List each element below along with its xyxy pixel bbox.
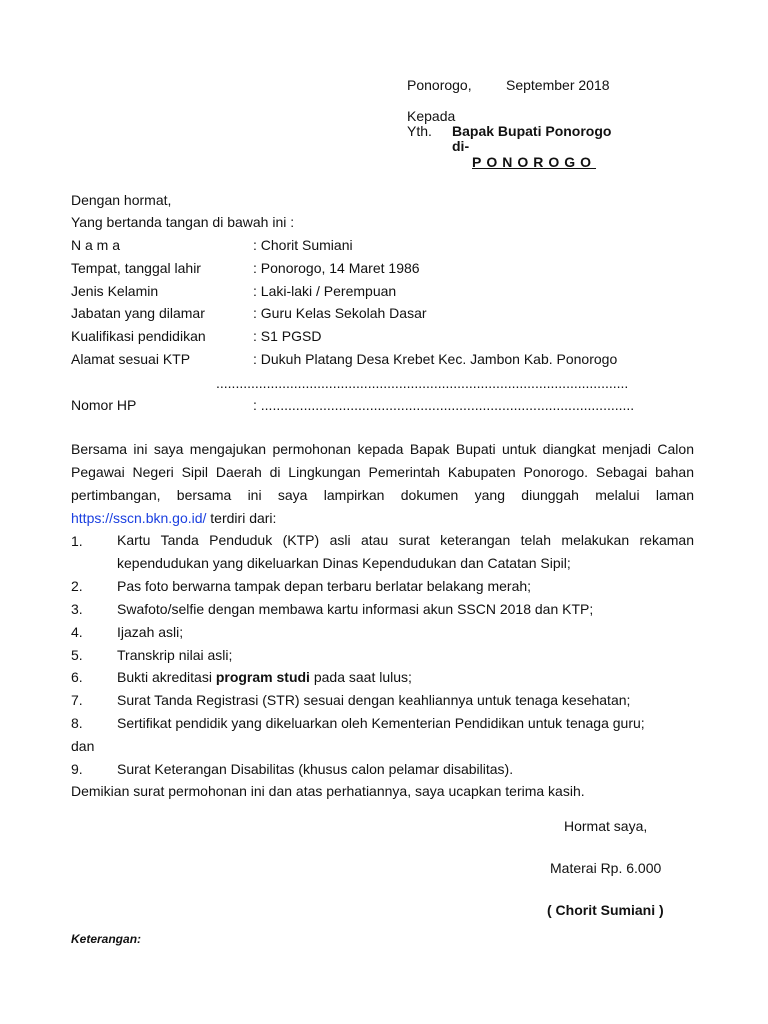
list-number: 2. [71,578,83,594]
list-text [117,668,694,686]
identity-label: Jabatan yang dilamar [71,305,205,321]
list-text: Surat Tanda Registrasi (STR) sesuai dengan keahliannya untuk tenaga kesehatan; [117,692,631,708]
address-continuation: .......................................................................................................... [216,375,629,391]
signature-regards: Hormat saya, [564,818,648,834]
list-number: 9. [71,761,83,777]
intro-line: Yang bertanda tangan di bawah ini : [71,214,295,230]
footer-note: Keterangan: [71,932,142,946]
identity-value: : Ponorogo, 14 Maret 1986 [253,260,420,276]
signature-name: ( Chorit Sumiani ) [547,902,664,918]
phone-value: : ................................................................................................ [253,397,635,413]
list-text: Ijazah asli; [117,624,184,640]
list-number: 5. [71,647,83,663]
list-number: 8. [71,715,83,731]
list-text-end: pada saat lulus; [309,669,412,685]
recipient-name: Bapak Bupati Ponorogo [452,123,612,139]
identity-label: Kualifikasi pendidikan [71,328,206,344]
body-link-suffix: terdiri dari: [206,510,277,526]
greeting: Dengan hormat, [71,192,172,208]
list-text: Surat Keterangan Disabilitas (khusus calon pelamar disabilitas). [117,761,514,777]
yth-label: Yth. [407,123,432,139]
letter-date: September 2018 [506,77,610,93]
identity-label: Alamat sesuai KTP [71,351,191,367]
list-text: Kartu Tanda Penduduk (KTP) asli atau surat keterangan telah melakukan rekaman kependudukan yang dikeluarkan Dinas Kependudukan dan Catatan Sipil; [117,532,694,571]
letter-place: Ponorogo, [407,77,472,93]
identity-value: : S1 PGSD [253,328,322,344]
list-text-start: Bukti akreditasi [117,669,216,685]
list-text-bold: program studi [215,669,310,685]
identity-label: Jenis Kelamin [71,283,159,299]
sscn-link[interactable]: https://sscn.bkn.go.id/ [71,510,207,526]
recipient-di: di- [452,138,470,154]
list-text: Pas foto berwarna tampak depan terbaru berlatar belakang merah; [117,578,532,594]
identity-value: : Guru Kelas Sekolah Dasar [253,305,427,321]
kepada-label: Kepada [407,108,456,124]
list-number: 3. [71,601,83,617]
list-number: 4. [71,624,83,640]
identity-label: N a m a [71,237,121,253]
closing-line: Demikian surat permohonan ini dan atas perhatiannya, saya ucapkan terima kasih. [71,783,585,799]
list-text: Transkrip nilai asli; [117,647,233,663]
list-number: dan [71,738,95,754]
phone-label: Nomor HP [71,397,137,413]
identity-label: Tempat, tanggal lahir [71,260,201,276]
list-text: Sertifikat pendidik yang dikeluarkan oleh Kementerian Pendidikan untuk tenaga guru; [117,715,645,731]
list-text: Swafoto/selfie dengan membawa kartu informasi akun SSCN 2018 dan KTP; [117,601,594,617]
list-number: 6. [71,669,83,685]
signature-stamp: Materai Rp. 6.000 [550,860,662,876]
recipient-city: PONOROGO [472,154,597,170]
identity-value: : Laki-laki / Perempuan [253,283,397,299]
body-paragraph [71,438,694,530]
body-text: Bersama ini saya mengajukan permohonan kepada Bapak Bupati untuk diangkat menjadi Calon Pegawai Negeri Sipil Daerah di Lingkungan Pemerintah Kabupaten Ponorogo. Sebagai bahan pertimbangan, bersama ini saya lampirkan dokumen yang diunggah melalui laman [71,441,694,503]
list-number: 7. [71,692,83,708]
identity-value: : Chorit Sumiani [253,237,353,253]
identity-value: : Dukuh Platang Desa Krebet Kec. Jambon Kab. Ponorogo [253,351,618,367]
list-number: 1. [71,533,83,549]
